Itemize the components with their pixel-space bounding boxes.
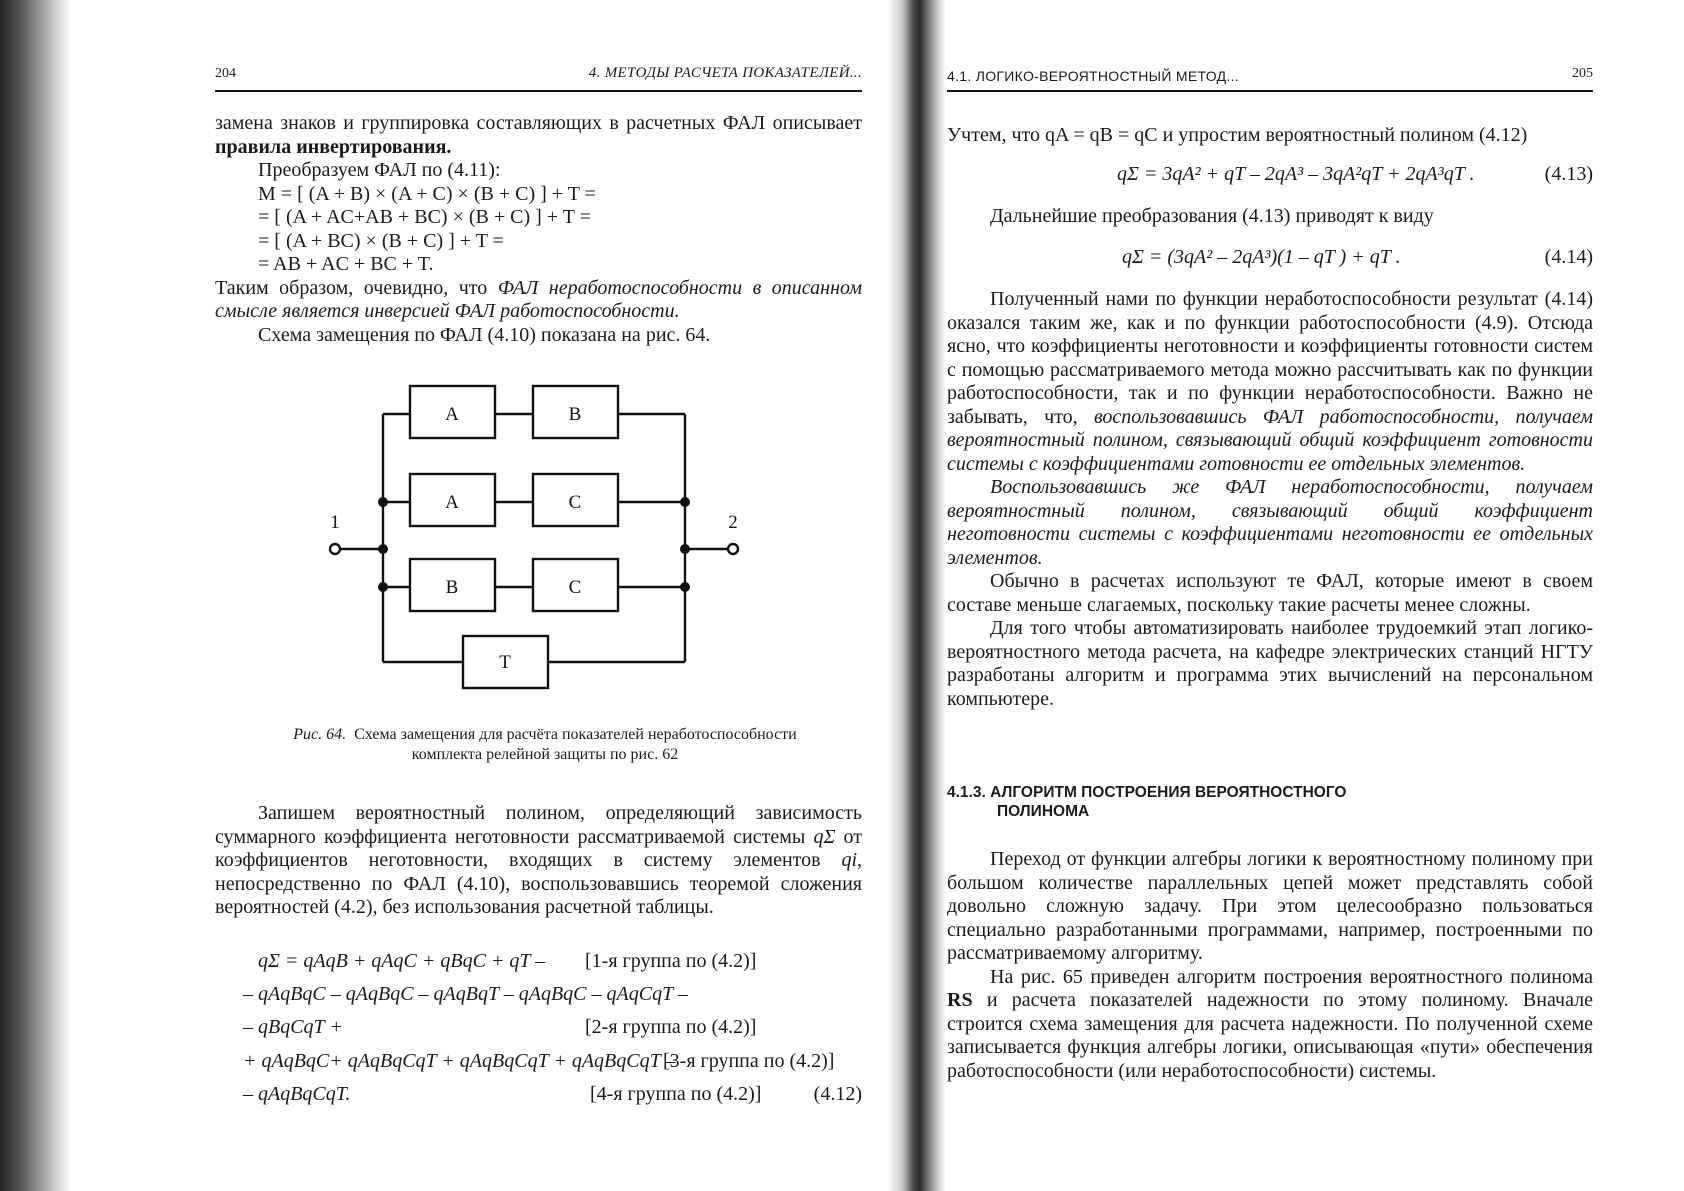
right-paragraph-7: Переход от функции алгебры логики к вероятностному полиному при большом количестве параллельных цепей может представлять собой довольно сложную задачу. При этом целесообразно пользоваться специально разработанными программами, например, построенными по рассматриваемому алгоритму. xyxy=(947,848,1593,964)
right-page xyxy=(947,0,1593,1191)
left-running-title: 4. МЕТОДЫ РАСЧЕТА ПОКАЗАТЕЛЕЙ... xyxy=(588,65,862,81)
polynomial-note-3: [2-я группа по (4.2)] xyxy=(585,1016,757,1038)
polynomial-line-5: – qAqBqCqT. xyxy=(243,1083,351,1105)
equation-line-2: = [ (A + AC+AB + BC) × (B + C) ] + T = xyxy=(258,206,591,228)
left-paragraph-1: замена знаков и группировка составляющих в расчетных ФАЛ описывает правила инвертирования. xyxy=(215,112,862,158)
block-label: C xyxy=(568,492,582,513)
equation-line-3: = [ (A + BC) × (B + C) ] + T = xyxy=(258,229,504,252)
equation-4-14: qΣ = (3qA² – 2qA³)(1 – qT ) + qT . xyxy=(1122,246,1401,268)
equation-number-4-14: (4.14) xyxy=(1544,246,1593,268)
input-terminal xyxy=(330,544,340,554)
polynomial-line-3: – qBqCqT + xyxy=(243,1016,343,1038)
left-paragraph-4: Схема замещения по ФАЛ (4.10) показана на рис. 64. xyxy=(258,323,711,346)
left-page xyxy=(215,0,862,1191)
polynomial-line-2: – qAqBqC – qAqBqC – qAqBqT – qAqBqC – qAqCqT – xyxy=(243,983,688,1005)
block-label: T xyxy=(499,652,511,673)
polynomial-note-4: [3-я группа по (4.2)] xyxy=(663,1050,835,1072)
equation-number-4-13: (4.13) xyxy=(1544,163,1593,185)
left-text-bottom xyxy=(215,802,862,920)
polynomial-note-5: [4-я группа по (4.2)] xyxy=(590,1083,762,1105)
right-paragraph-8: На рис. 65 приведен алгоритм построения вероятностного полинома RS и расчета показателей надежности по этому полиному. Вначале строится схема замещения для расчета надежности. По полученной схеме записывается функция алгебры логики, описывающая «пути» обеспечения работоспособности (или неработоспособности) системы. xyxy=(947,965,1593,1082)
polynomial-note-1: [1-я группа по (4.2)] xyxy=(585,950,757,972)
block-label: B xyxy=(445,577,459,598)
equation-number-4-12: (4.12) xyxy=(813,1083,862,1105)
right-text-bottom xyxy=(947,848,1593,1083)
equation-4-13: qΣ = 3qA² + qT – 2qA³ – 3qA²qT + 2qA³qT . xyxy=(1117,163,1475,185)
right-paragraph-5: Обычно в расчетах используют те ФАЛ, которые имеют в своем составе меньше слагаемых, поскольку такие расчеты менее сложны. xyxy=(947,570,1593,616)
right-running-header xyxy=(947,58,1593,92)
equation-line-4: = AB + AC + BC + T. xyxy=(258,253,434,275)
left-running-header xyxy=(215,58,862,92)
section-heading: 4.1.3. АЛГОРИТМ ПОСТРОЕНИЯ ВЕРОЯТНОСТНОГО ПОЛИНОМА xyxy=(947,784,1347,820)
right-paragraph-2: Дальнейшие преобразования (4.13) приводят к виду xyxy=(990,205,1434,227)
right-text-top xyxy=(947,124,1593,148)
polynomial-line-1: qΣ = qAqB + qAqC + qBqC + qT – xyxy=(258,950,546,972)
book-gutter-shadow xyxy=(0,0,72,1191)
equation-line-1: M = [ (A + B) × (A + C) × (B + C) ] + T = xyxy=(258,182,596,205)
block-label: B xyxy=(568,404,582,425)
right-text-2 xyxy=(947,205,1593,229)
figure-caption: Рис. 64. Схема замещения для расчёта показателей неработоспособности комплекта релейной защиты по рис. 62 xyxy=(293,726,797,763)
right-paragraph-6: Для того чтобы автоматизировать наиболее трудоемкий этап логико-вероятностного метода расчета, на кафедре электрических станций НГТУ разработаны алгоритм и программа этих вычислений на персональном компьютере. xyxy=(947,617,1593,710)
left-text-top xyxy=(215,112,862,347)
polynomial-line-4: + qAqBqC+ qAqBqCqT + qAqBqCqT + qAqBqCqT – xyxy=(243,1050,676,1072)
right-running-title: 4.1. ЛОГИКО-ВЕРОЯТНОСТНЫЙ МЕТОД... xyxy=(947,68,1239,84)
right-paragraph-1: Учтем, что qA = qB = qC и упростим вероятностный полином (4.12) xyxy=(947,124,1528,146)
right-paragraph-4: Воспользовавшись же ФАЛ неработоспособности, получаем вероятностный полином, связывающий общий коэффициент неготовности системы с коэффициентами неготовности ее отдельных элементов. xyxy=(947,476,1593,569)
block-label: A xyxy=(445,404,459,425)
right-paragraph-3: Полученный нами по функции неработоспособности результат (4.14) оказался таким же, как и по функции работоспособности (4.9). Отсюда ясно, что коэффициенты неготовности и коэффициенты готовности систем с помощью рассматриваемого метода можно рассчитывать как по функции работоспособности, так и по функции неработоспособности. Важно не забывать, что, воспользовавшись ФАЛ работоспособности, получаем вероятностный полином, связывающий общий коэффициент готовности системы с коэффициентами готовности ее отдельных элементов. xyxy=(947,288,1593,475)
output-terminal xyxy=(728,544,738,554)
right-page-number: 205 xyxy=(1572,66,1593,81)
output-node-label: 2 xyxy=(728,512,738,533)
input-node-label: 1 xyxy=(330,512,340,533)
left-paragraph-5: Запишем вероятностный полином, определяющий зависимость суммарного коэффициента неготовности рассматриваемой системы qΣ от коэффициентов неготовности, входящих в систему элементов qi, непосредственно по ФАЛ (4.10), воспользовавшись теоремой сложения вероятностей (4.2), без использования расчетной таблицы. xyxy=(215,802,862,918)
left-page-number: 204 xyxy=(215,66,236,81)
substitution-circuit-diagram xyxy=(285,352,805,712)
block-label: C xyxy=(568,577,582,598)
book-spine-shadow xyxy=(888,0,946,1191)
left-paragraph-2: Преобразуем ФАЛ по (4.11): xyxy=(258,159,501,181)
left-paragraph-3: Таким образом, очевидно, что ФАЛ неработоспособности в описанном смысле является инверсией ФАЛ работоспособности. xyxy=(215,276,863,322)
right-text-main xyxy=(947,288,1593,711)
block-label: A xyxy=(445,492,459,513)
